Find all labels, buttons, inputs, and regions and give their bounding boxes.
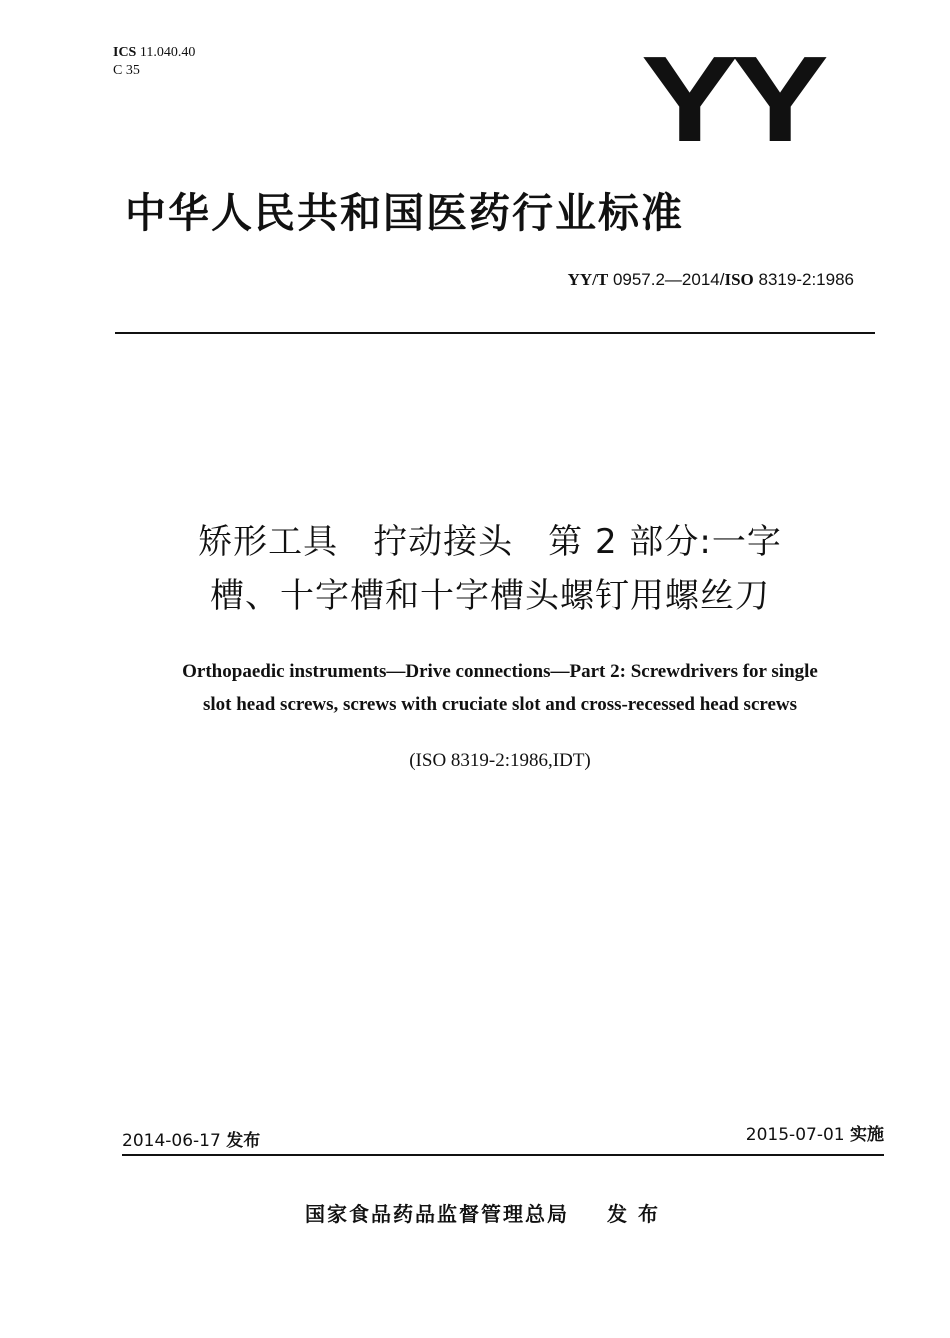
implementation-date-block	[746, 1120, 884, 1145]
header-divider	[115, 332, 875, 334]
yy-logo: YY	[641, 31, 822, 167]
document-title-en	[120, 655, 880, 721]
number-prefix: YY/T	[567, 270, 609, 289]
ccs-code: 35	[125, 63, 140, 78]
iso-prefix: ISO	[724, 270, 754, 289]
title-en-line-1: Orthopaedic instruments—Drive connections—Part 2: Screwdrivers for single	[182, 661, 818, 682]
ics-code: 11.040.40	[139, 45, 196, 60]
publisher-action: 发 布	[607, 1202, 660, 1226]
standard-number	[568, 270, 854, 290]
title-cn-line-1: 矫形工具 拧动接头 第 2 部分:一字	[198, 522, 782, 562]
publisher-name: 国家食品药品监督管理总局	[305, 1202, 569, 1226]
iso-body: 8319-2:1986	[758, 270, 854, 289]
iso-reference: (ISO 8319-2:1986,IDT)	[409, 750, 591, 771]
number-body: 0957.2—2014/	[612, 270, 725, 289]
publisher	[305, 1198, 660, 1227]
standard-title: 中华人民共和国医药行业标准	[125, 189, 684, 237]
title-en-line-2: slot head screws, screws with cruciate slot and cross-recessed head screws	[202, 694, 798, 715]
ics-block	[113, 44, 195, 80]
ccs-label: C	[113, 63, 123, 78]
footer-divider	[122, 1154, 884, 1156]
document-title-cn	[140, 515, 840, 623]
issue-label: 发布	[226, 1131, 261, 1151]
ics-label: ICS	[113, 45, 137, 60]
implementation-date: 2015-07-01	[745, 1125, 845, 1145]
issue-date: 2014-06-17	[122, 1131, 221, 1151]
issue-date-block	[122, 1126, 260, 1151]
implementation-label: 实施	[850, 1125, 884, 1145]
title-cn-line-2: 槽、十字槽和十字槽头螺钉用螺丝刀	[210, 576, 770, 616]
